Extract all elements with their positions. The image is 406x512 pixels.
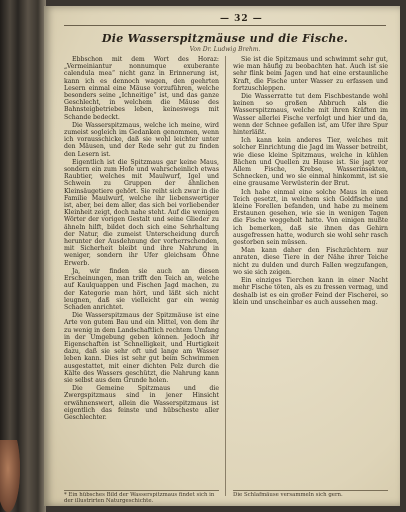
paragraph: Man kann daher den Fischzüchtern nur anraten, diese Tiere in der Nähe ihrer Teiche nicht zu dulden und durch Fallen wegzufangen, wo sie sich zeigen. [233, 247, 388, 276]
article-title: Die Wasserspitzmäuse und die Fische. [101, 32, 349, 45]
paragraph: Die Wasserspitzmaus, welche ich meine, wird zumeist sogleich im Gedanken genommen, wenn ich vorausschicke, daß sie wohl leichter unter den Mäusen, und der Rede sehr gut zu finden den Lesern ist. [64, 121, 219, 158]
article-byline: Von Dr. Ludwig Brehm. [189, 46, 261, 53]
paragraph: Die Gemeine Spitzmaus und die Zwergspitzmaus sind in jener Hinsicht erwähnenswert, allein die Wasserspitzmaus ist eigentlich das feinste und hübscheste aller Geschlechter. [64, 385, 219, 421]
paragraph: Ebbschon mit dem Wort des Horaz: „Vermeiniantur nonnumque exuberante calendula mea“ nicht ganz in Erinnerung ist, kann ich es dennoch wagen, den geehrten Lesern einmal eine Mäuse vorzuführen, welche besonders seine „Ichneitige“ ist, und das ganze Geschlecht, in welchem die Mäuse des Bahnsteigbetriebes leben, keineswegs mit Schande bedeckt. [64, 56, 219, 121]
footnote-right: Die Schlafmäuse versammeln sich gern. [233, 490, 388, 498]
paragraph: Ich kann kein anderes Tier, welches mit solcher Einrichtung die Jagd im Wasser betreibt, wie diese kleine Spitzmaus, welche in kühlen Bächen und Quellen zu Hause ist. Sie jagt vor Allem Fische, Krebse, Wasserinsekten, Schnecken, und wo sie einmal hinkommt, ist sie eine grausame Verwüsterin der Brut. [233, 137, 388, 188]
paragraph: Ja, wir finden sie auch an diesen Erscheinungen, man trifft den Teich an, welche auf Kaulquappen und Fischen Jagd machen, zu der Kategorie man hört, und läßt sich nicht leugnen, daß sie vielleicht gar ein wenig Schaden anrichtet. [64, 267, 219, 311]
book-page [44, 6, 400, 506]
paragraph: Sie ist die Spitzmaus und schwimmt sehr gut, wie man häufig zu beobachten hat. Auch ist sie sehr flink beim Jagen und hat eine erstaunliche Kraft, die Fische unter Wasser zu erfassen und fortzuschleppen. [233, 56, 388, 92]
header-rule [64, 25, 386, 26]
paragraph: Die Wasserspitzmaus der Spitzmäuse ist eine Arte von gutem Bau und ein Mittel, von dem ihr zu wenig in dem Landschaftlich rechtem Umfang in der Umgebung geben können. Jedoch ihr Eigenschaften ist Schnelligkeit, und Hurtigkeit dazu, daß sie sehr oft und lange am Wasser leben kann. Dies ist sehr gut beim Schwimmen ausgestattet, mit einer dichten Pelz durch die Kälte des Wassers geschützt, die Nahrung kann sie selbst aus dem Grunde holen. [64, 312, 219, 384]
paragraph: Die Wasserratte tut dem Fischbestande wohl keinen so großen Abbruch als die Wasserspitzmaus, welche mit ihren Kräften im Wasser allerlei Fische verfolgt und hier und da, wenn der Schnee gefallen ist, am Ufer ihre Spur hinterläßt. [233, 93, 388, 137]
page-number: — 32 — [220, 14, 263, 24]
paragraph: Ein einziges Tierchen kann in einer Nacht mehr Fische töten, als es zu fressen vermag, und deshalb ist es ein großer Feind der Fischerei, so klein und unscheinbar es auch aussehen mag. [233, 277, 388, 306]
footnote-left: * Ein hübsches Bild der Wasserspitzmaus findet sich in der illustrirten Naturgeschichte. [64, 490, 219, 504]
book-binding [0, 0, 46, 512]
thumb-in-photo [0, 440, 20, 512]
paragraph: Eigentlich ist die Spitzmaus gar keine Maus, sondern ein zum Hofe und wahrscheinlich etwas Raubtier, welches mit Maulwurf, Igel und Schwein zu Gruppen der ähnlichen Kleinsäugetiere gehört. Sie reiht sich zwar in die Familie Maulwurf, welche ihr liebenswertiger ist, aber, bei dem aller, das sich bei vorliebender Kleinheit zeigt, doch nahe steht. Auf die wenigen Wörter der vorigen Gestalt und seine Glieder zu ähneln hilft, bildet doch sich eine Sehrhaltung der Natur, die zumeist Unterscheidung durch herunter der Ausdehnung der vorherrschenden, mit Sicherheit bleibt und ihre Nahrung in weniger, sondern ihr Ufer gleichsam Ohne Erwerb. [64, 158, 219, 267]
paragraph: Ich habe einmal eine solche Maus in einen Teich gesetzt, in welchem sich Goldfische und kleine Forellen befanden, und habe zu meinem Erstaunen gesehen, wie sie in wenigen Tagen die Fische weggeholt hatte. Von einigen mußte ich bemerken, daß sie ihnen das Gehirn ausgefressen hatte, wodurch sie wohl sehr rasch gestorben sein müssen. [233, 188, 388, 247]
column-divider [225, 56, 226, 496]
left-column [64, 56, 219, 422]
right-column [233, 56, 388, 307]
